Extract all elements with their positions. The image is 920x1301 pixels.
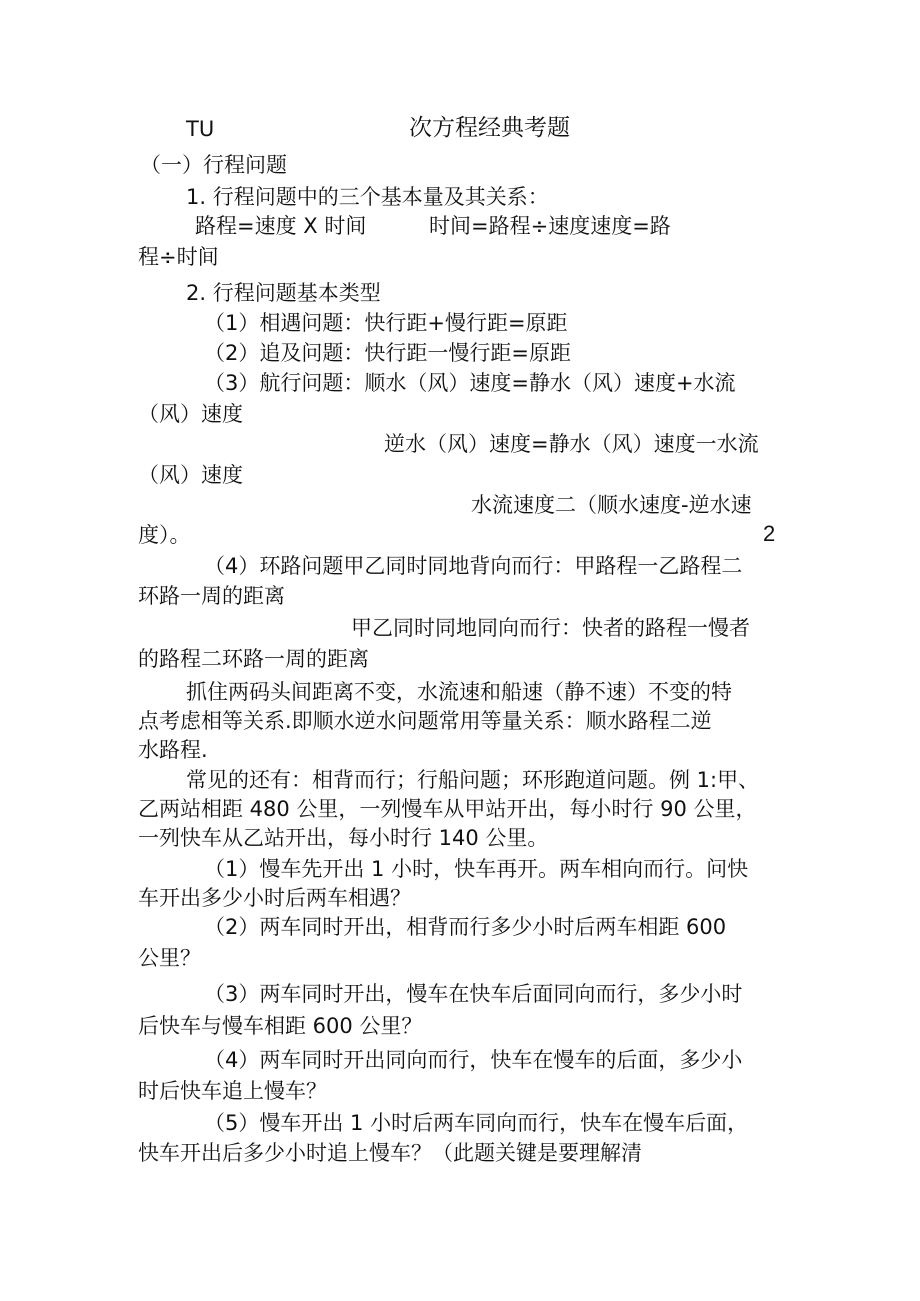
header-prefix: TU [186,117,215,141]
type-meeting: （1）相遇问题：快行距+慢行距=原距 [204,311,568,335]
type-loop-line2: 环路一周的距离 [138,584,285,608]
formula-speed-cont: 程÷时间 [138,245,219,269]
question-5-line2: 快车开出后多少小时追上慢车？（此题关键是要理解清 [138,1141,642,1165]
para2-line1: 常见的还有：相背而行；行船问题；环形跑道问题。例 1:甲、 [186,768,760,792]
type-loop-line4: 的路程二环路一周的距离 [138,647,369,671]
type-loop-line1: （4）环路问题甲乙同时同地背向而行：甲路程一乙路程二 [204,554,743,578]
question-2-line2: 公里？ [138,946,201,970]
type-chase: （2）追及问题：快行距一慢行距=原距 [204,341,571,365]
type-sailing-line4: （风）速度 [138,463,243,487]
question-1-line1: （1）慢车先开出 1 小时，快车再开。两车相向而行。问快 [204,857,749,881]
item1-heading: 1. 行程问题中的三个基本量及其关系： [186,185,549,209]
type-sailing-line1: （3）航行问题：顺水（风）速度=静水（风）速度+水流 [204,371,736,395]
formula-distance: 路程=速度 X 时间 [195,214,367,238]
type-sailing-line6: 度）。 [138,523,191,547]
type-sailing-line5: 水流速度二（顺水速度-逆水速 [471,493,752,517]
question-3-line2: 后快车与慢车相距 600 公里？ [138,1014,423,1038]
question-3-line1: （3）两车同时开出，慢车在快车后面同向而行，多少小时 [204,982,743,1006]
question-4-line2: 时后快车追上慢车？ [138,1079,327,1103]
para1-line3: 水路程. [138,738,208,762]
question-5-line1: （5）慢车开出 1 小时后两车同向而行，快车在慢车后面， [204,1111,749,1135]
type-sailing-line3: 逆水（风）速度=静水（风）速度一水流 [384,432,759,456]
question-2-line1: （2）两车同时开出，相背而行多少小时后两车相距 600 [204,915,727,939]
formula-time: 时间=路程÷速度速度=路 [429,214,671,238]
item2-heading: 2. 行程问题基本类型 [186,281,381,305]
type-sailing-line2: （风）速度 [138,402,243,426]
page-number: 2 [763,521,776,546]
question-4-line1: （4）两车同时开出同向而行，快车在慢车的后面，多少小 [204,1048,743,1072]
para2-line3: 一列快车从乙站开出，每小时行 140 公里。 [138,826,549,850]
page-title: 次方程经典考题 [409,115,570,141]
question-1-line2: 车开出多少小时后两车相遇？ [138,886,411,910]
para2-line2: 乙两站相距 480 公里，一列慢车从甲站开出，每小时行 90 公里， [138,797,757,821]
para1-line1: 抓住两码头间距离不变，水流速和船速（静不速）不变的特 [186,680,732,704]
type-loop-line3: 甲乙同时同地同向而行：快者的路程一慢者 [351,616,750,640]
para1-line2: 点考虑相等关系.即顺水逆水问题常用等量关系：顺水路程二逆 [138,709,712,733]
section-heading: （一）行程问题 [140,153,287,177]
